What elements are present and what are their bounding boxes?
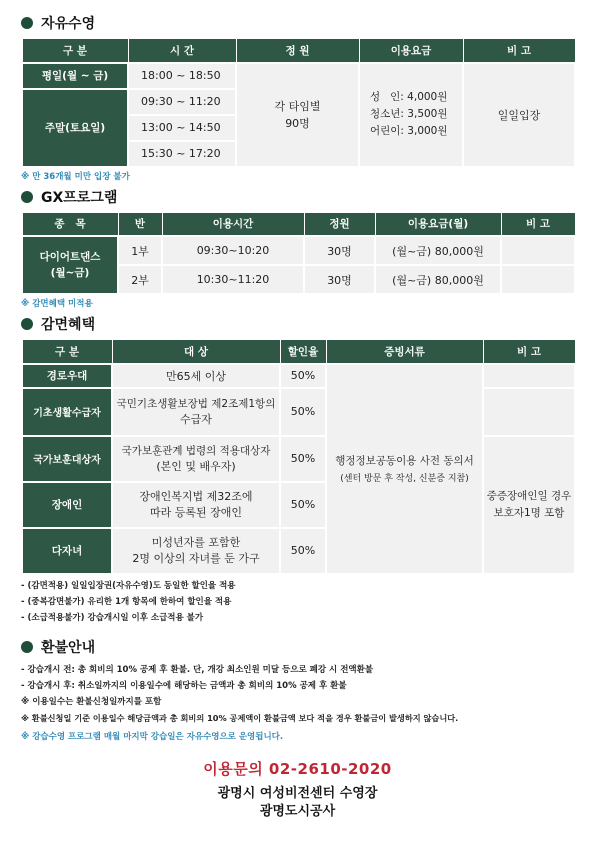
- column-header: 구 분: [22, 340, 112, 364]
- capacity-line: 90명: [285, 116, 310, 130]
- target-line: 2명 이상의 자녀를 둔 가구: [132, 551, 260, 565]
- discount-table: [21, 339, 576, 575]
- column-header: 이용시간: [162, 212, 304, 236]
- target-line: 국민기초생활보장법 제2조제1항의: [116, 397, 276, 410]
- refund-notes: [21, 662, 574, 742]
- program-name: 다이어트댄스: [39, 251, 101, 263]
- capacity-cell: [236, 63, 359, 167]
- target-line: (본인 및 배우자): [156, 459, 236, 473]
- column-header: 구 분: [22, 39, 128, 63]
- contact-phone: 이용문의 02-2610-2020: [203, 759, 392, 778]
- table-row: [22, 63, 575, 89]
- column-header: 정 원: [236, 39, 359, 63]
- bullet-icon: [21, 318, 33, 330]
- remark-cell: [501, 236, 575, 265]
- documents-cell: [326, 364, 483, 574]
- rate-cell: 50%: [280, 364, 326, 388]
- target-cell: [112, 364, 280, 388]
- section-title: 자유수영: [41, 16, 96, 32]
- target-cell: [112, 482, 280, 528]
- fee-line: 성 인: 4,000원: [370, 91, 448, 103]
- class-cell: 2부: [118, 265, 162, 294]
- table-header-row: [22, 39, 575, 63]
- time-cell: 13:00 ~ 14:50: [128, 115, 236, 141]
- capacity-cell: 30명: [304, 265, 375, 294]
- fee-cell: [359, 63, 463, 167]
- column-header: 할인율: [280, 340, 326, 364]
- discount-note: - (중복감면불가) 유리한 1개 항목에 한하여 할인율 적용: [21, 596, 232, 607]
- class-cell: 1부: [118, 236, 162, 265]
- row-header: 다자녀: [22, 528, 112, 574]
- section-title: 환불안내: [41, 639, 96, 656]
- section-title: 감면혜택: [41, 317, 96, 333]
- remark-line: 중증장애인일 경우: [486, 489, 572, 502]
- remark-cell: [483, 364, 575, 388]
- row-header: 기초생활수급자: [22, 388, 112, 436]
- program-days: (월~금): [50, 267, 90, 279]
- time-cell: 18:00 ~ 18:50: [128, 63, 236, 89]
- time-cell: 09:30~10:20: [162, 236, 304, 265]
- bullet-icon: [21, 191, 33, 203]
- column-header: 이용요금(월): [375, 212, 501, 236]
- bullet-icon: [21, 641, 33, 653]
- footer: [21, 758, 574, 821]
- bullet-icon: [21, 17, 33, 29]
- remark-cell: [501, 265, 575, 294]
- row-header: [22, 236, 118, 294]
- row-header: 장애인: [22, 482, 112, 528]
- section-heading-swim: [21, 12, 574, 34]
- fee-cell: (월~금) 80,000원: [375, 236, 501, 265]
- rate-cell: 50%: [280, 388, 326, 436]
- row-header: 국가보훈대상자: [22, 436, 112, 482]
- swim-table: [21, 38, 576, 168]
- refund-line: - 강습개시 후: 취소일까지의 이용일수에 해당하는 금액과 총 회비의 10% 공제 후 환불: [21, 680, 347, 691]
- target-line: 수급자: [180, 412, 212, 426]
- section-heading-gx: [21, 186, 574, 208]
- time-cell: 15:30 ~ 17:20: [128, 141, 236, 167]
- section-heading-refund: [21, 636, 574, 658]
- remark-cell: 일일입장: [463, 63, 575, 167]
- table-header-row: [22, 212, 575, 236]
- refund-blue-note: ※ 강습수영 프로그램 매월 마지막 강습일은 자유수영으로 운영됩니다.: [21, 731, 284, 742]
- column-header: 이용요금: [359, 39, 463, 63]
- row-header: 평일(월 ~ 금): [22, 63, 128, 89]
- remark-cell: [483, 436, 575, 574]
- target-line: 장애인복지법 제32조에: [139, 489, 253, 503]
- refund-line: - 강습개시 전: 총 회비의 10% 공제 후 환불. 단, 개강 최소인원 미달 등으로 폐강 시 전액환불: [21, 664, 374, 675]
- rate-cell: 50%: [280, 436, 326, 482]
- fee-cell: (월~금) 80,000원: [375, 265, 501, 294]
- documents-line: (센터 방문 후 작성, 신분증 지참): [340, 473, 469, 484]
- table-row: [22, 364, 575, 388]
- documents-line: 행정정보공동이용 사전 동의서: [335, 454, 474, 467]
- target-line: 따라 등록된 장애인: [149, 505, 242, 519]
- target-cell: [112, 388, 280, 436]
- table-row: [22, 236, 575, 265]
- refund-line: ※ 환불신청일 기준 이용일수 해당금액과 총 회비의 10% 공제액이 환불금액 보다 적을 경우 환불금이 발생하지 않습니다.: [21, 712, 459, 723]
- fee-line: 어린이: 3,000원: [370, 125, 448, 137]
- column-header: 비 고: [463, 39, 575, 63]
- gx-note: ※ 감면혜택 미적용: [21, 299, 93, 309]
- discount-note: - (소급적용불가) 강습개시일 이후 소급적용 불가: [21, 612, 204, 623]
- organization-name: 광명도시공사: [259, 803, 336, 819]
- discount-note: - (감면적용) 일일입장권(자유수영)도 동일한 할인율 적용: [21, 580, 236, 591]
- column-header: 비 고: [501, 212, 575, 236]
- column-header: 증빙서류: [326, 340, 483, 364]
- rate-cell: 50%: [280, 528, 326, 574]
- refund-line: ※ 이용일수는 환불신청일까지를 포함: [21, 696, 162, 707]
- target-line: 만65세 이상: [166, 369, 226, 383]
- column-header: 시 간: [128, 39, 236, 63]
- capacity-line: 각 타임별: [274, 99, 321, 113]
- section-heading-discount: [21, 313, 574, 335]
- table-row: [22, 388, 575, 436]
- row-header: 경로우대: [22, 364, 112, 388]
- discount-notes: [21, 578, 574, 626]
- target-line: 국가보훈관계 법령의 적용대상자: [121, 444, 271, 457]
- time-cell: 10:30~11:20: [162, 265, 304, 294]
- capacity-cell: 30명: [304, 236, 375, 265]
- fee-line: 청소년: 3,500원: [370, 108, 448, 120]
- row-header: 주말(토요일): [22, 89, 128, 167]
- target-line: 미성년자를 포함한: [151, 535, 241, 549]
- column-header: 비 고: [483, 340, 575, 364]
- rate-cell: 50%: [280, 482, 326, 528]
- organization-name: 광명시 여성비전센터 수영장: [217, 785, 378, 801]
- remark-cell: [483, 388, 575, 436]
- column-header: 대 상: [112, 340, 280, 364]
- column-header: 반: [118, 212, 162, 236]
- swim-note: ※ 만 36개월 미만 입장 불가: [21, 171, 130, 182]
- column-header: 종 목: [22, 212, 118, 236]
- time-cell: 09:30 ~ 11:20: [128, 89, 236, 115]
- table-header-row: [22, 340, 575, 364]
- section-title: GX프로그램: [41, 189, 118, 206]
- target-cell: [112, 436, 280, 482]
- table-row: [22, 436, 575, 482]
- column-header: 정원: [304, 212, 375, 236]
- remark-line: 보호자1명 포함: [493, 506, 565, 519]
- gx-table: [21, 212, 576, 296]
- target-cell: [112, 528, 280, 574]
